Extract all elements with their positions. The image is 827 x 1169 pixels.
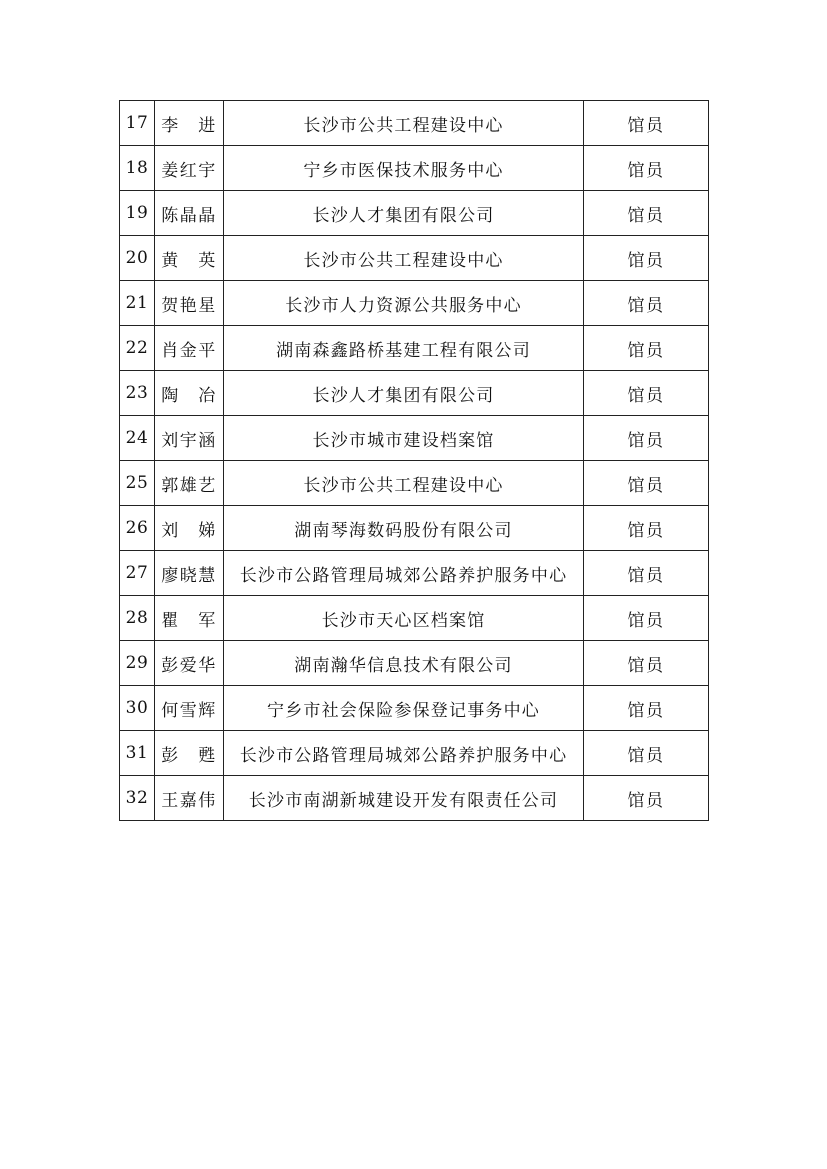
- personnel-table: [119, 100, 709, 821]
- row-number: 17: [120, 101, 155, 146]
- professional-title: 馆员: [584, 371, 709, 416]
- organization-name: 长沙市城市建设档案馆: [224, 416, 584, 461]
- table-row: [120, 371, 709, 416]
- row-number: 29: [120, 641, 155, 686]
- row-number: 27: [120, 551, 155, 596]
- person-name: 彭爱华: [155, 641, 224, 686]
- professional-title: 馆员: [584, 146, 709, 191]
- professional-title: 馆员: [584, 416, 709, 461]
- person-name: 彭 甦: [155, 731, 224, 776]
- professional-title: 馆员: [584, 326, 709, 371]
- professional-title: 馆员: [584, 281, 709, 326]
- person-name: 廖晓慧: [155, 551, 224, 596]
- person-name: 郭雄艺: [155, 461, 224, 506]
- person-name: 何雪辉: [155, 686, 224, 731]
- person-name: 李 进: [155, 101, 224, 146]
- row-number: 24: [120, 416, 155, 461]
- table-row: [120, 686, 709, 731]
- person-name: 刘宇涵: [155, 416, 224, 461]
- row-number: 32: [120, 776, 155, 821]
- table-row: [120, 596, 709, 641]
- organization-name: 宁乡市医保技术服务中心: [224, 146, 584, 191]
- row-number: 26: [120, 506, 155, 551]
- table-row: [120, 236, 709, 281]
- row-number: 19: [120, 191, 155, 236]
- person-name: 姜红宇: [155, 146, 224, 191]
- organization-name: 长沙市公共工程建设中心: [224, 461, 584, 506]
- table-row: [120, 281, 709, 326]
- person-name: 瞿 军: [155, 596, 224, 641]
- professional-title: 馆员: [584, 191, 709, 236]
- row-number: 31: [120, 731, 155, 776]
- table-row: [120, 551, 709, 596]
- table-row: [120, 416, 709, 461]
- row-number: 28: [120, 596, 155, 641]
- table-row: [120, 326, 709, 371]
- person-name: 王嘉伟: [155, 776, 224, 821]
- organization-name: 长沙市天心区档案馆: [224, 596, 584, 641]
- professional-title: 馆员: [584, 596, 709, 641]
- organization-name: 长沙市人力资源公共服务中心: [224, 281, 584, 326]
- table-row: [120, 731, 709, 776]
- professional-title: 馆员: [584, 101, 709, 146]
- professional-title: 馆员: [584, 776, 709, 821]
- row-number: 23: [120, 371, 155, 416]
- table-row: [120, 641, 709, 686]
- organization-name: 湖南琴海数码股份有限公司: [224, 506, 584, 551]
- professional-title: 馆员: [584, 686, 709, 731]
- table-row: [120, 461, 709, 506]
- row-number: 21: [120, 281, 155, 326]
- person-name: 肖金平: [155, 326, 224, 371]
- organization-name: 湖南森鑫路桥基建工程有限公司: [224, 326, 584, 371]
- person-name: 陈晶晶: [155, 191, 224, 236]
- organization-name: 长沙人才集团有限公司: [224, 191, 584, 236]
- professional-title: 馆员: [584, 641, 709, 686]
- organization-name: 长沙市南湖新城建设开发有限责任公司: [224, 776, 584, 821]
- professional-title: 馆员: [584, 506, 709, 551]
- table-row: [120, 146, 709, 191]
- organization-name: 长沙市公路管理局城郊公路养护服务中心: [224, 731, 584, 776]
- professional-title: 馆员: [584, 461, 709, 506]
- table-row: [120, 101, 709, 146]
- row-number: 30: [120, 686, 155, 731]
- professional-title: 馆员: [584, 236, 709, 281]
- professional-title: 馆员: [584, 551, 709, 596]
- table-row: [120, 191, 709, 236]
- organization-name: 长沙市公共工程建设中心: [224, 236, 584, 281]
- table-body: [120, 101, 709, 821]
- organization-name: 湖南瀚华信息技术有限公司: [224, 641, 584, 686]
- person-name: 贺艳星: [155, 281, 224, 326]
- organization-name: 长沙人才集团有限公司: [224, 371, 584, 416]
- person-name: 刘 娣: [155, 506, 224, 551]
- organization-name: 长沙市公路管理局城郊公路养护服务中心: [224, 551, 584, 596]
- organization-name: 长沙市公共工程建设中心: [224, 101, 584, 146]
- row-number: 25: [120, 461, 155, 506]
- row-number: 18: [120, 146, 155, 191]
- table-row: [120, 776, 709, 821]
- table-row: [120, 506, 709, 551]
- person-name: 黄 英: [155, 236, 224, 281]
- person-name: 陶 冶: [155, 371, 224, 416]
- professional-title: 馆员: [584, 731, 709, 776]
- row-number: 22: [120, 326, 155, 371]
- row-number: 20: [120, 236, 155, 281]
- organization-name: 宁乡市社会保险参保登记事务中心: [224, 686, 584, 731]
